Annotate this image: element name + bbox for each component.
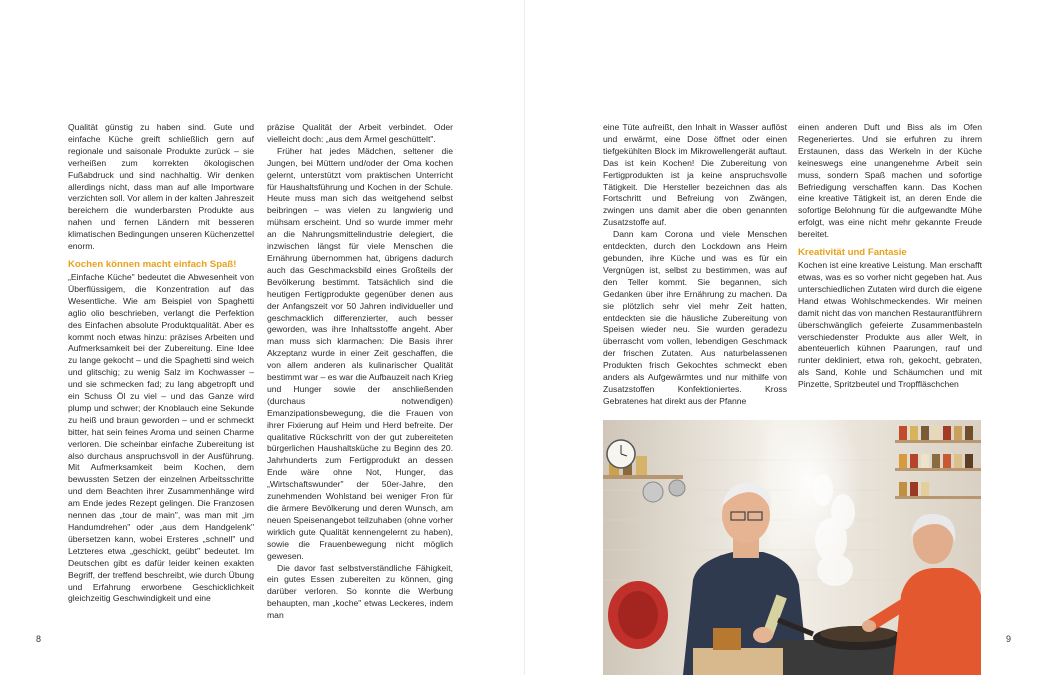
- page-number-left: 8: [36, 634, 42, 644]
- text-column-2: [267, 122, 453, 622]
- kitchen-photo: [603, 420, 981, 675]
- section-heading-fun: Kochen können macht einfach Spaß!: [68, 258, 237, 270]
- page-number-right: 9: [1006, 634, 1012, 644]
- book-gutter: [524, 0, 525, 675]
- paragraph: Früher hat jedes Mädchen, seltener die Jungen, bei Müttern und/oder der Oma kochen gelernt, unterstützt vom praktischen Unterricht für Haushaltsführung und Kochen in der Schule. Heute muss man sich das weitgehend selbst beibringen – was vielen zu langwierig und mühsam erscheint. Und so wurde immer mehr an die Nahrungsmittelindustrie delegiert, die inzwischen längst für viele Menschen die Ernährung übernommen hat, übrigens dadurch auch das Geschmacksbild eines Großteils der Bevölkerung bestimmt. Tatsächlich sind die heutigen Fertigprodukte gegenüber denen aus der Anfangszeit vor 50 Jahren individueller und geschmacklich differenzierter, auch besser geworden, was ihre Inhaltsstoffe angeht. Aber man muss sich klarmachen: Die Basis ihrer Akzeptanz wurde in einer Zeit geschaffen, die von allem anderen als kulinarischer Qualität bestimmt war – es war die Aufbauzeit nach Krieg und Hunger sowie der anschließenden (durchaus notwendigen) Emanzipationsbewegung, die die Frauen von ihrer Fixierung auf Heim und Herd befreite. Der qualitative Rückschritt von der gut zubereiteten bürgerlichen Haushaltsküche zu Beginn des 20. Jahrhunderts zum Fertigprodukt an dessen Ende wäre ohne Not, Hunger, das „Wirtschaftswunder" der 50er-Jahre, den zunehmenden Wohlstand bei weniger Fron für die ärmere Bevölkerung und deren Wunsch, am neuen Speisenangebot teilzuhaben (ohne vorher wirklich gute Qualität kennengelernt zu haben), sowie die Frauenbewegung nicht möglich gewesen.: [267, 145, 453, 561]
- text-column-1: [68, 122, 254, 605]
- section-heading-creativity: Kreativität und Fantasie: [798, 247, 907, 259]
- paragraph: „Einfache Küche" bedeutet die Abwesenheit von Überflüssigem, die Konzentration auf das Wesentliche. Wie am Beispiel von Spaghetti aglio olio beschrieben, verlangt die Perfektion des Einfachen absolute Produktqualität. Aber es kommt noch etwas hinzu: präzises Arbeiten und Aufmerksamkeit bei der Zubereitung. Eine Idee zu lange gekocht – und die Spaghetti sind weich und glitschig; zu wenig Salz im Kochwasser – und sie schmecken fad; zu lang abgetropft und ein Schuss Öl zu viel – und das Ganze wird plump und schwer; der Knoblauch eine Sekunde zu heiß und braun geworden – und er schmeckt bitter, hat sein feines Aroma und seinen Charme verloren. Die scheinbar einfache Zubereitung ist also durchaus anspruchsvoll in der Ausführung. Mit Aufmerksamkeit beim Kochen, dem bewussten Setzen der einzelnen Arbeitsschritte und dem Beachten ihrer Zusammenhänge wird am Ende jedes Rezept gelingen. Die Franzosen nennen das „tour de main", was man mit „im Handumdrehen" oder „aus dem Handgelenk" übersetzen kann, wobei Ersteres „schnell" und Letzteres etwa „geschickt, geübt" bedeutet. Im Deutschen gibt es dafür leider keinen exakten Begriff, der treffend beschreibt, wie durch Übung und Erfahrung erworbene Geschicklichkeit gleichzeitig Geschwindigkeit und eine: [68, 271, 254, 604]
- text-column-3: [603, 122, 787, 408]
- paragraph: Kochen ist eine kreative Leistung. Man erschafft etwas, was es so vorher nicht gegeben hat. Aus unterschiedlichen Zutaten wird durch die eigene Hand etwas Wohlschmeckendes. Wir meinen damit nicht das von manchen Restaurantführern überschwänglich gefeierte Zusammenbasteln verschiedenster Produkte aus aller Welt, in abenteuerlich kühnen Paarungen, rauf und runter dekliniert, etwa roh, gekocht, gebraten, als Sand, Kohle und Schäumchen und mit Pinzette, Spritzbeutel und Tropffläschchen: [798, 260, 982, 390]
- paragraph: Die davor fast selbstverständliche Fähigkeit, ein gutes Essen zubereiten zu können, ging darüber verloren. So konnte die Werbung behaupten, man „koche" etwas Leckeres, indem man: [267, 562, 453, 621]
- paragraph: Dann kam Corona und viele Menschen entdeckten, durch den Lockdown ans Heim gebunden, ihre Küche und was es für ein Vergnügen ist, selbst zu bestimmen, was auf den Teller kommt. Sie begannen, sich Gedanken über ihre Ernährung zu machen. Da sie plötzlich sehr viel mehr Zeit hatten, entdeckten sie die häusliche Zubereitung von Speisen wieder neu. Sie wurden geradezu überrascht vom vollen, lebendigen Geschmack der frischen Zutaten. Aus naturbelassenen Produkten frisch Gekochtes schmeckt eben anders als Aufgewärmtes und nur mithilfe von Zusatzstoffen Konfektioniertes. Kross Gebratenes hat direkt aus der Pfanne: [603, 229, 787, 406]
- paragraph: eine Tüte aufreißt, den Inhalt in Wasser auflöst und erwärmt, eine Dose öffnet oder einen tiefgekühlten Block im Mikrowellengerät auftaut. Das ist kein Kochen! Die Zubereitung von Fertigprodukten ist ja keine anspruchsvolle Tätigkeit. Die Hersteller bezeichnen das als Fortschritt und Befreiung von Zwängen, zwingen uns damit aber die oben genannten Zusatzstoffe auf.: [603, 122, 787, 228]
- paragraph: präzise Qualität der Arbeit verbindet. Oder vielleicht doch: „aus dem Ärmel geschüttelt".: [267, 122, 453, 144]
- text-column-4: [798, 122, 982, 391]
- paragraph: einen anderen Duft und Biss als im Ofen Regeneriertes. Und sie erfuhren zu ihrem Erstaunen, dass das Werkeln in der Küche keineswegs eine unangenehme Arbeit sein muss, sondern Spaß machen und sofortige Befriedigung verschaffen kann. Das Kochen eine kreative Tätigkeit ist, an deren Ende die sofortige Belohnung für die aufgewandte Mühe erfolgt, was eine nicht mehr gekannte Freude bereitet.: [798, 122, 982, 240]
- kitchen-photo-illustration: [603, 420, 981, 675]
- paragraph: Qualität günstig zu haben sind. Gute und einfache Küche greift schließlich gern auf regionale und saisonale Produkte zurück – sie verheißen zum korrekten ökologischen Fußabdruck und sind nachhaltig. Wir denken allerdings nicht, dass man auf alle Importware verzichten soll. Vor allem in der kalten Jahreszeit bereichern die wunderbarsten Produkte aus nahen und fernen Ländern mit besseren klimatischen Bedingungen unseren Küchenzettel enorm.: [68, 122, 254, 252]
